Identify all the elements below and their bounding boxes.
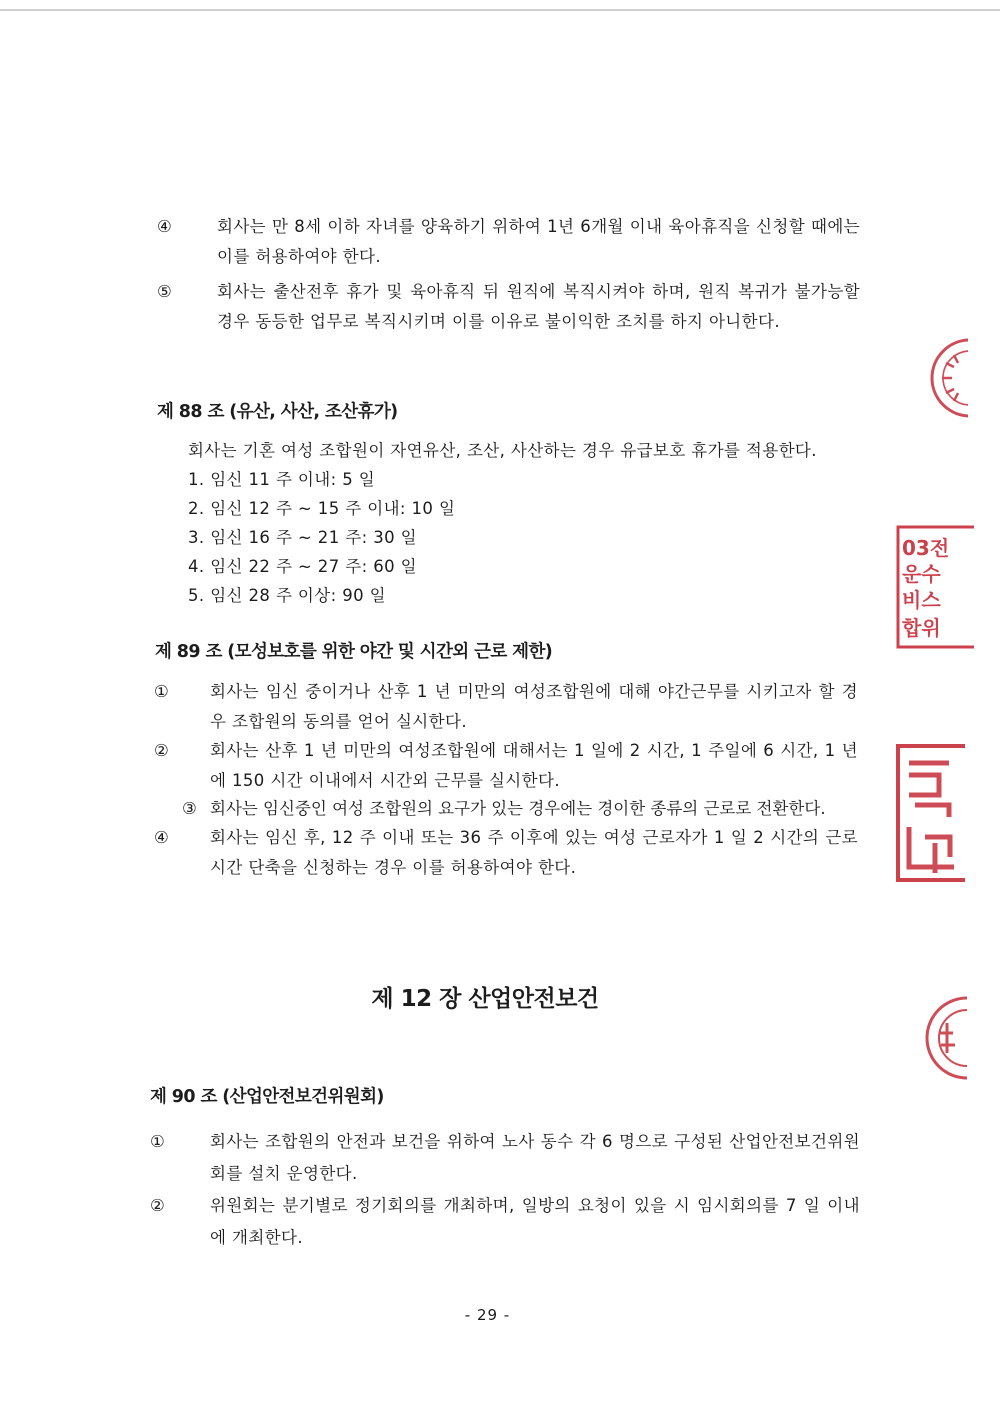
item-text: 회사는 임신중인 여성 조합원의 요구가 있는 경우에는 경이한 종류의 근로로 전환한다. — [210, 799, 826, 818]
item-number: ② — [150, 1196, 166, 1215]
svg-text:03전: 03전 — [902, 536, 950, 560]
paragraph-item-4 — [157, 212, 860, 272]
article-90-heading: 제 90 조 (산업안전보건위원회) — [150, 1087, 384, 1107]
article-88-item: 2. 임신 12 주 ~ 15 주 이내: 10 일 — [188, 499, 456, 518]
article-90-item-1 — [150, 1126, 860, 1190]
article-89-item-4 — [154, 823, 858, 883]
item-text: 회사는 출산전후 휴가 및 육아휴직 뒤 원직에 복직시켜야 하며, 원직 복귀가 불가능할 경우 동등한 업무로 복직시키며 이를 이유로 불이익한 조치를 하지 아니한다. — [217, 282, 860, 331]
round-seal-stamp — [917, 993, 967, 1083]
article-90-item-2 — [150, 1190, 860, 1254]
page-number: - 29 - — [464, 1306, 511, 1324]
article-88-item: 4. 임신 22 주 ~ 27 주: 60 일 — [188, 557, 417, 576]
chapter-heading: 제 12 장 산업안전보건 — [371, 986, 599, 1012]
article-89-item-1 — [154, 677, 858, 737]
article-89-item-2 — [154, 736, 858, 796]
item-number: ④ — [157, 217, 173, 236]
article-88-heading: 제 88 조 (유산, 사산, 조산휴가) — [157, 402, 398, 422]
item-text: 회사는 임신 후, 12 주 이내 또는 36 주 이후에 있는 여성 근로자가 1 일 2 시간의 근로시간 단축을 신청하는 경우 이를 허용하여야 한다. — [210, 828, 858, 877]
item-number: ① — [154, 682, 170, 701]
article-88-item: 1. 임신 11 주 이내: 5 일 — [188, 470, 376, 489]
item-text: 회사는 조합원의 안전과 보건을 위하여 노사 동수 각 6 명으로 구성된 산업안전보건위원회를 설치 운영한다. — [210, 1132, 860, 1183]
item-number: ④ — [154, 828, 170, 847]
article-88-intro: 회사는 기혼 여성 조합원이 자연유산, 조산, 사산하는 경우 유급보호 휴가를 적용한다. — [188, 441, 817, 460]
item-number: ② — [154, 741, 170, 760]
svg-text:비스: 비스 — [902, 588, 941, 612]
rectangular-seal-stamp — [895, 743, 965, 883]
item-text: 회사는 임신 중이거나 산후 1 년 미만의 여성조합원에 대해 야간근무를 시키고자 할 경우 조합원의 동의를 얻어 실시한다. — [210, 682, 858, 731]
article-88-item: 5. 임신 28 주 이상: 90 일 — [188, 586, 386, 605]
svg-text:운수: 운수 — [902, 562, 941, 586]
top-rule — [0, 9, 1000, 11]
svg-text:합위: 합위 — [902, 616, 941, 640]
item-number: ③ — [182, 799, 197, 818]
square-seal-stamp — [894, 523, 974, 653]
circular-seal-stamp — [928, 333, 968, 423]
item-number: ⑤ — [157, 282, 173, 301]
article-89-item-3 — [182, 794, 826, 824]
paragraph-item-5 — [157, 277, 860, 337]
item-text: 회사는 만 8세 이하 자녀를 양육하기 위하여 1년 6개월 이내 육아휴직을 신청할 때에는 이를 허용하여야 한다. — [217, 217, 860, 266]
item-number: ① — [150, 1132, 166, 1151]
item-text: 위원회는 분기별로 정기회의를 개최하며, 일방의 요청이 있을 시 임시회의를 7 일 이내에 개최한다. — [210, 1196, 860, 1247]
item-text: 회사는 산후 1 년 미만의 여성조합원에 대해서는 1 일에 2 시간, 1 주일에 6 시간, 1 년에 150 시간 이내에서 시간외 근무를 실시한다. — [210, 741, 858, 790]
article-88-item: 3. 임신 16 주 ~ 21 주: 30 일 — [188, 528, 417, 547]
article-89-heading: 제 89 조 (모성보호를 위한 야간 및 시간외 근로 제한) — [155, 642, 553, 662]
